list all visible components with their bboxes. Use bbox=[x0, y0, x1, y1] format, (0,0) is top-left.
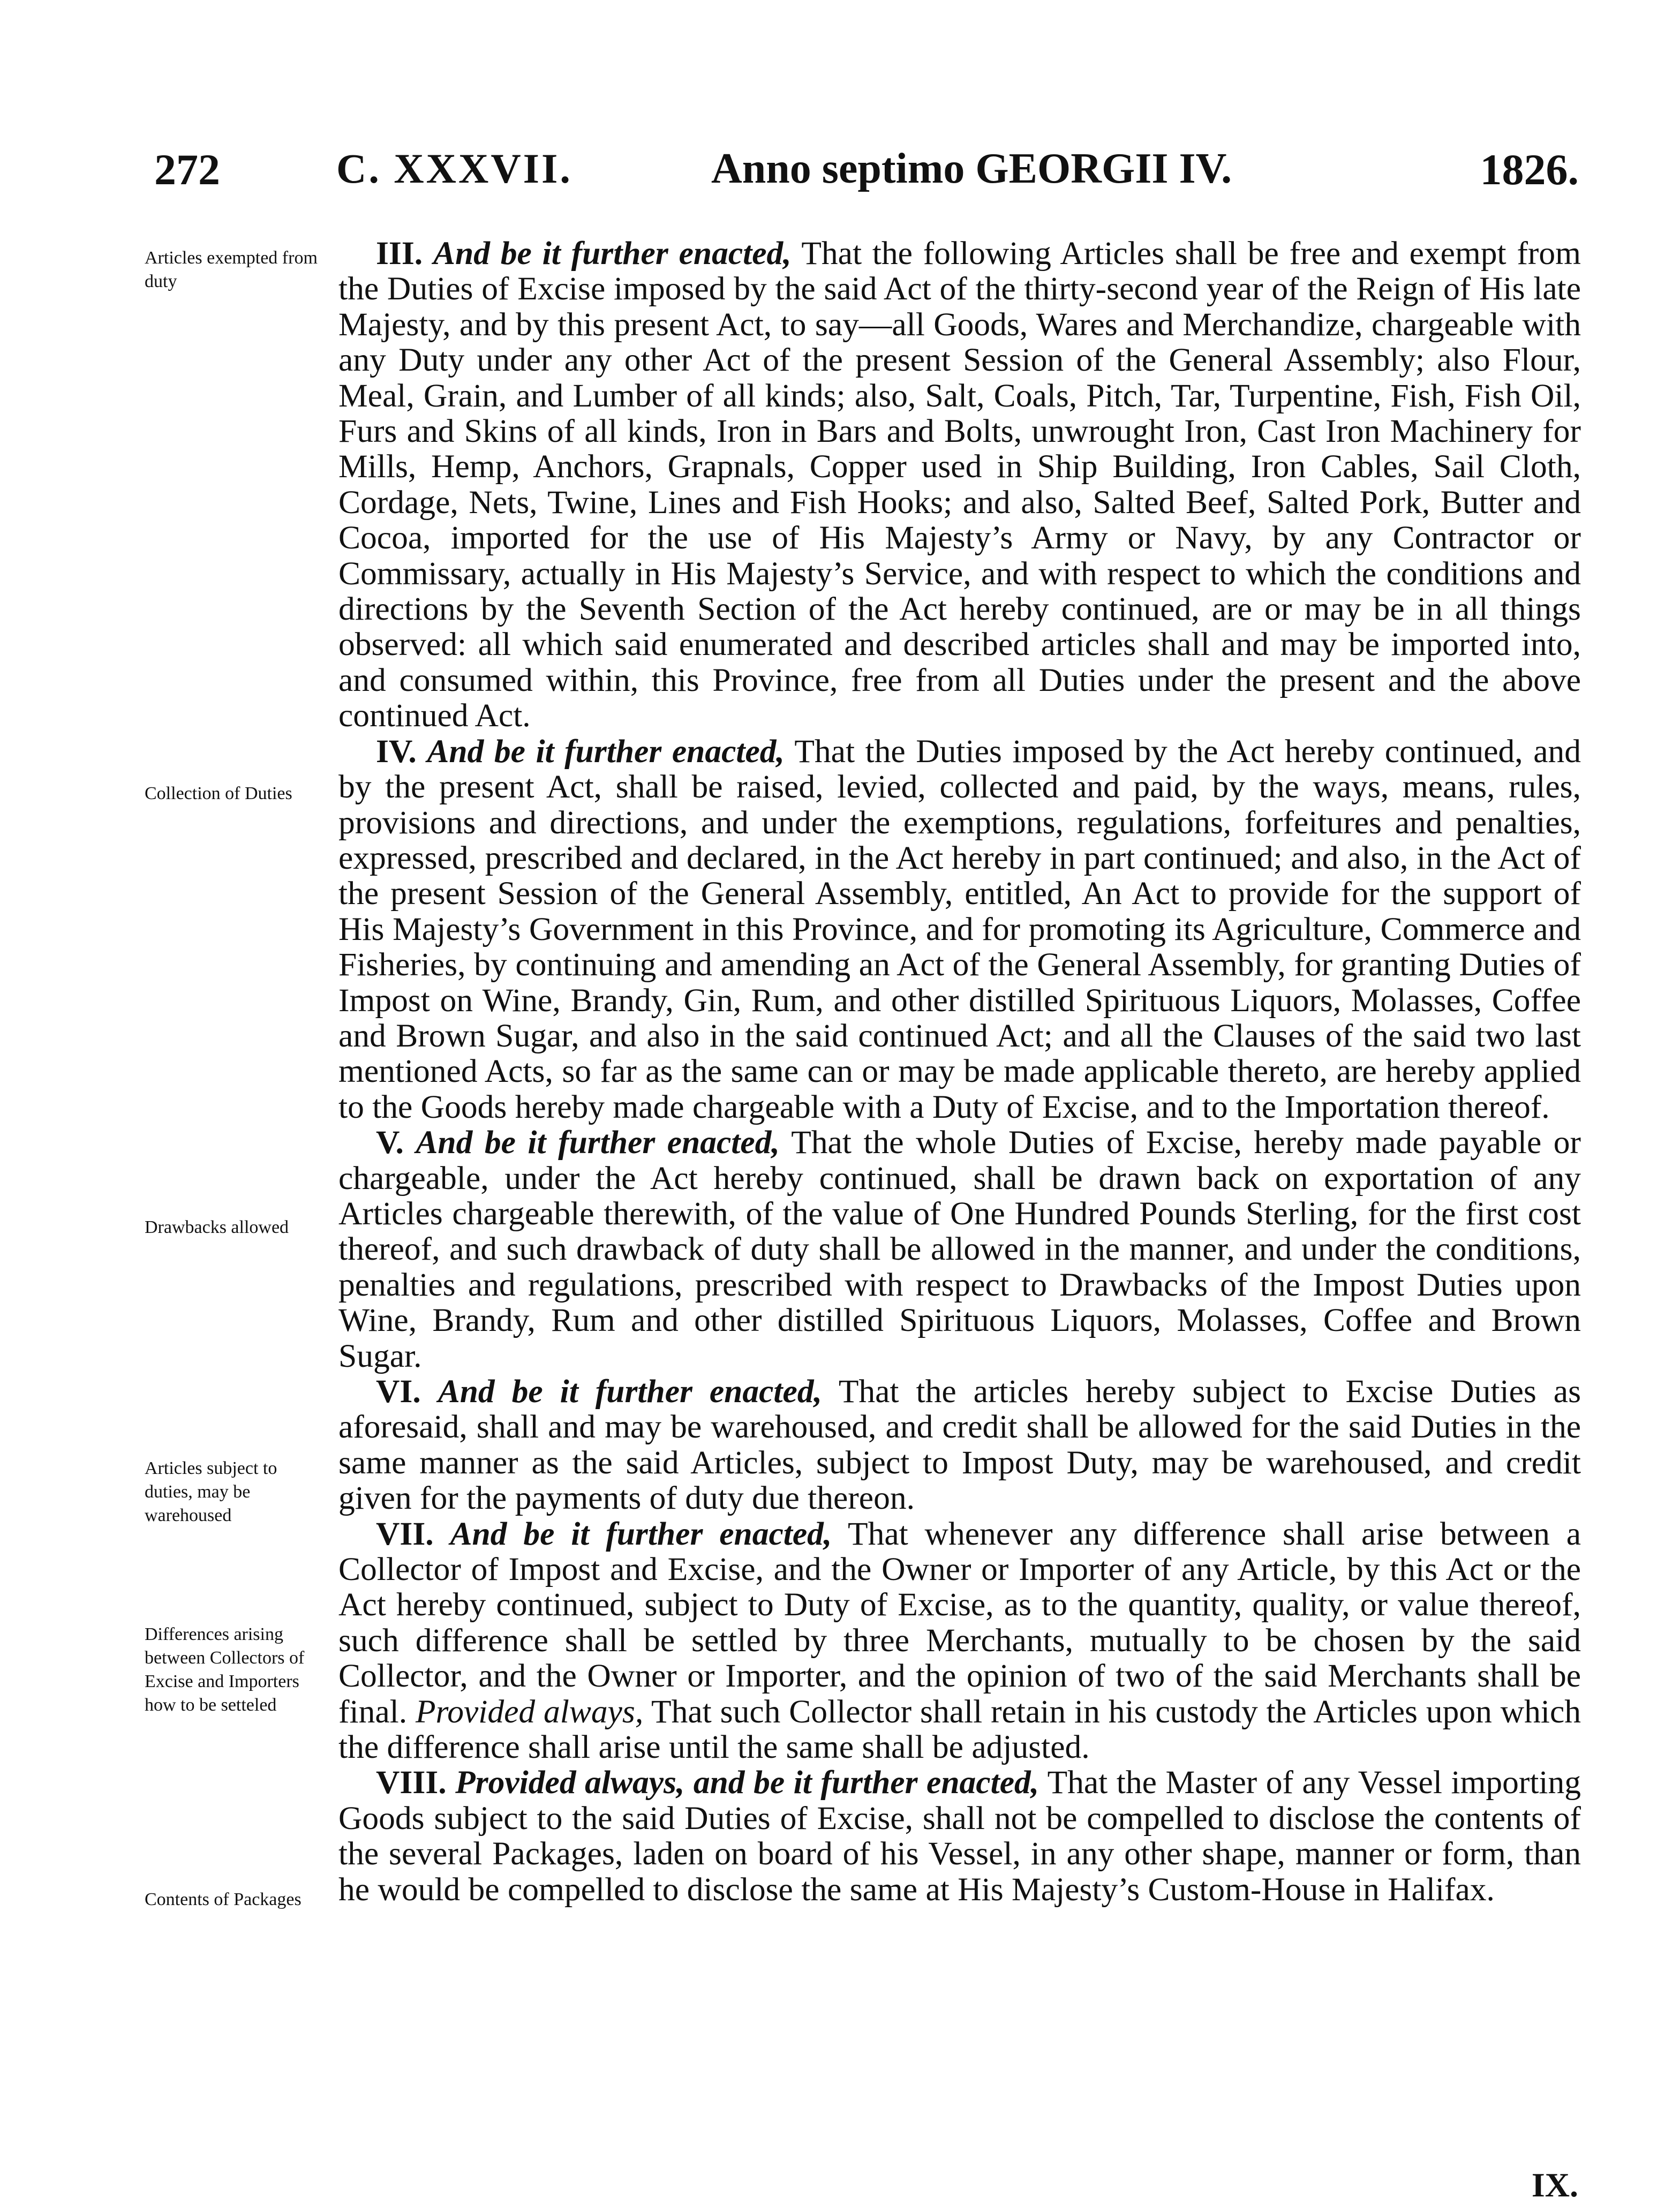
enacting-clause: And be it further enacted, bbox=[433, 235, 792, 272]
section-vi bbox=[338, 1374, 1581, 1516]
section-iii bbox=[338, 236, 1581, 734]
section-text: That the Master of any Vessel importing Goods subject to the said Duties of Excise, shall not be compelled to disclose the contents of the several Packages, laden on board of his Vessel, in any other shape, manner or form, than he would be compelled to disclose the same at His Majesty’s Custom-House in Halifax. bbox=[338, 1764, 1581, 1908]
running-title: Anno septimo GEORGII IV. bbox=[711, 145, 1232, 192]
section-number: III. bbox=[376, 235, 423, 272]
enacting-clause: And be it further enacted, bbox=[427, 733, 785, 770]
body-text bbox=[338, 236, 1581, 1907]
section-number: IV. bbox=[376, 733, 417, 770]
margin-note-warehoused: Articles subject to duties, may be warehoused bbox=[145, 1458, 277, 1525]
enacting-clause: And be it further enacted, bbox=[416, 1124, 780, 1161]
section-text: That the whole Duties of Excise, hereby made payable or chargeable, under the Act hereby continued, shall be drawn back on exportation of any Articles chargeable therewith, of the value of One Hundred Pounds Sterling, for the first cost thereof, and such drawback of duty shall be allowed in the manner, and under the conditions, penalties and regulations, prescribed with respect to Drawbacks of the Impost Duties upon Wine, Brandy, Rum and other distilled Spirituous Liquors, Molasses, Coffee and Brown Sugar. bbox=[338, 1124, 1581, 1374]
section-v bbox=[338, 1125, 1581, 1374]
section-number: VI. bbox=[376, 1373, 421, 1410]
section-text: That whenever any difference shall arise between a Collector of Impost and Excise, and the Owner or Importer of any Article, by this Act or the Act hereby continued, subject to Duty of Excise, as to the quantity, quality, or value thereof, such difference shall be settled by three Merchants, mutually to be chosen by the said Collector, and the Owner or Importer, and the opinion of two of the said Merchants shall be final. bbox=[338, 1515, 1581, 1730]
section-viii bbox=[338, 1765, 1581, 1907]
section-number: VIII. bbox=[376, 1764, 447, 1801]
section-iv bbox=[338, 734, 1581, 1125]
section-number: V. bbox=[376, 1124, 404, 1161]
running-header bbox=[154, 145, 1579, 209]
page-number: 272 bbox=[154, 145, 220, 194]
section-number: VII. bbox=[376, 1515, 434, 1552]
header-year: 1826. bbox=[1480, 145, 1579, 194]
catchword: IX. bbox=[1531, 2166, 1578, 2204]
section-vii bbox=[338, 1516, 1581, 1765]
enacting-clause: And be it further enacted, bbox=[450, 1515, 832, 1552]
proviso-clause: Provided always, bbox=[415, 1693, 644, 1730]
section-text-continued: That such Collector shall retain in his custody the Articles upon which the difference shall arise until the same shall be adjusted. bbox=[338, 1693, 1581, 1766]
section-text: That the Duties imposed by the Act hereby continued, and by the present Act, shall be raised, levied, collected and paid, by the ways, means, rules, provisions and directions, and under the exemptions, regulations, forfeitures and penalties, expressed, prescribed and declared, in the Act hereby in part continued; and also, in the Act of the present Session of the General Assembly, entitled, An Act to provide for the support of His Majesty’s Government in this Province, and for promoting its Agriculture, Commerce and Fisheries, by continuing and amending an Act of the General Assembly, for granting Duties of Impost on Wine, Brandy, Gin, Rum, and other distilled Spirituous Liquors, Molasses, Coffee and Brown Sugar, and also in the said continued Act; and all the Clauses of the said two last mentioned Acts, so far as the same can or may be made applicable thereto, are hereby applied to the Goods hereby made chargeable with a Duty of Excise, and to the Importation thereof. bbox=[338, 733, 1581, 1125]
margin-note-packages: Contents of Packages bbox=[145, 1890, 302, 1909]
margin-note-drawbacks: Drawbacks allowed bbox=[145, 1217, 289, 1237]
margin-note-exempted: Articles exempted from duty bbox=[145, 248, 318, 291]
enacting-clause: Provided always, and be it further enacted, bbox=[455, 1764, 1039, 1801]
margin-note-collection: Collection of Duties bbox=[145, 784, 292, 803]
chapter-number: C. XXXVII. bbox=[336, 145, 572, 192]
section-text: That the articles hereby subject to Excise Duties as aforesaid, shall and may be warehoused, and credit shall be allowed for the said Duties in the same manner as the said Articles, subject to Impost Duty, may be warehoused, and credit given for the payments of duty due thereon. bbox=[338, 1373, 1581, 1517]
section-text: That the following Articles shall be free and exempt from the Duties of Excise imposed by the said Act of the thirty-second year of the Reign of His late Majesty, and by this present Act, to say—all Goods, Wares and Merchandize, chargeable with any Duty under any other Act of the present Session of the General Assembly; also Flour, Meal, Grain, and Lumber of all kinds; also, Salt, Coals, Pitch, Tar, Turpentine, Fish, Fish Oil, Furs and Skins of all kinds, Iron in Bars and Bolts, unwrought Iron, Cast Iron Machinery for Mills, Hemp, Anchors, Grapnals, Copper used in Ship Building, Iron Cables, Sail Cloth, Cordage, Nets, Twine, Lines and Fish Hooks; and also, Salted Beef, Salted Pork, Butter and Cocoa, imported for the use of His Majesty’s Army or Navy, by any Contractor or Commissary, actually in His Majesty’s Service, and with respect to which the conditions and directions by the Seventh Section of the Act hereby continued, are or may be in all things observed: all which said enumerated and described articles shall and may be imported into, and consumed within, this Province, free from all Duties under the present and the above continued Act. bbox=[338, 235, 1581, 734]
margin-note-differences: Differences arising between Collectors of Excise and Importers how to be setteled bbox=[145, 1624, 305, 1715]
enacting-clause: And be it further enacted, bbox=[438, 1373, 822, 1410]
